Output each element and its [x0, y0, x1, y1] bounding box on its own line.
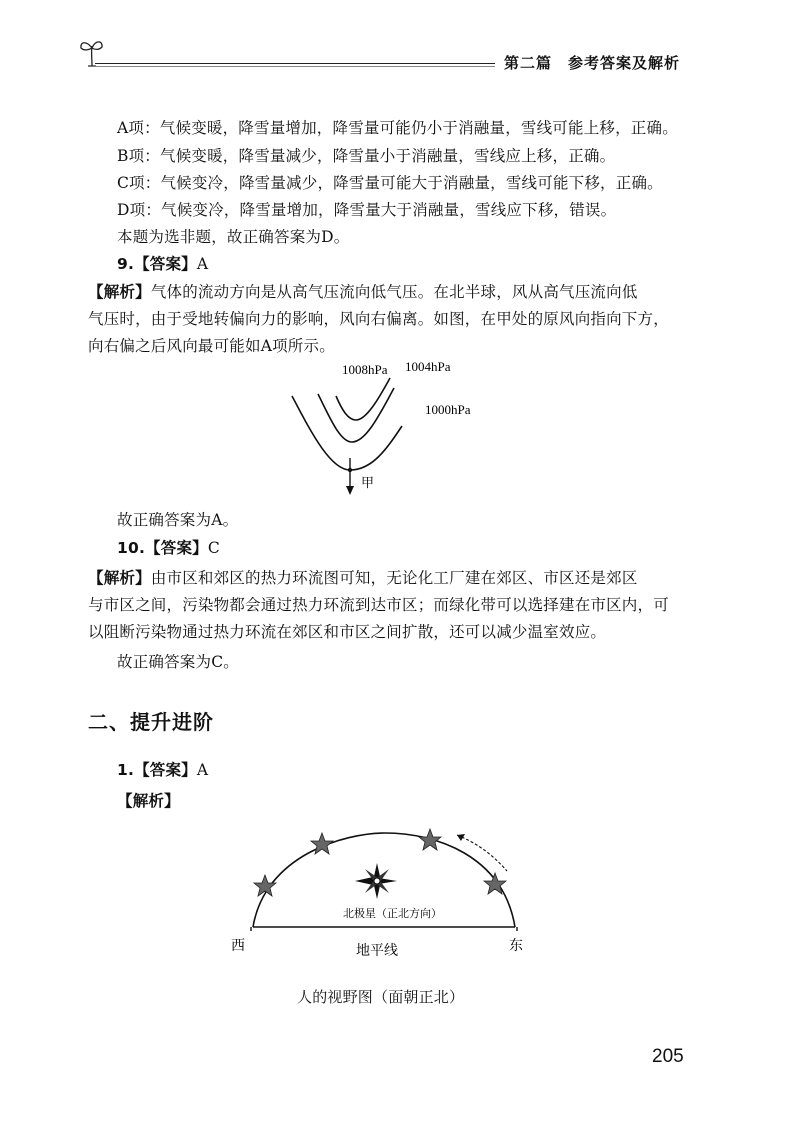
conclusion-text: 本题为选非题，故正确答案为D。 [117, 228, 350, 246]
label-1008: 1008hPa [342, 362, 388, 377]
q10-analysis-line-1 [88, 566, 638, 588]
isobar-figure [280, 358, 510, 498]
q9-analysis-line-1 [88, 280, 638, 302]
sky-view-figure [225, 815, 535, 965]
q10-answer-value: C [207, 539, 220, 557]
q10-analysis-line-3: 以阻断污染物通过热力环流在郊区和市区之间扩散，还可以减少温室效应。 [88, 623, 607, 641]
q9-analysis-line-3: 向右偏之后风向最可能如A项所示。 [88, 337, 335, 355]
isobar-1008-curve [336, 378, 390, 420]
s2q1-answer-value: A [196, 761, 209, 779]
q9-conclusion: 故正确答案为A。 [117, 511, 239, 529]
option-d-text: D项：气候变冷，降雪量增加，降雪量大于消融量，雪线应下移，错误。 [117, 201, 617, 219]
isobar-1000-curve [292, 396, 402, 470]
option-a-text: A项：气候变暖，降雪量增加，降雪量可能仍小于消融量，雪线可能上移，正确。 [117, 119, 678, 137]
q9-analysis-text-1: 气体的流动方向是从高气压流向低气压。在北半球，风从高气压流向低 [150, 283, 638, 301]
label-jia: 甲 [361, 476, 375, 491]
label-1004: 1004hPa [405, 359, 451, 374]
header-rule [95, 63, 495, 64]
page-number: 205 [652, 1046, 684, 1067]
option-b-text: B项：气候变暖，降雪量减少，降雪量小于消融量，雪线应上移，正确。 [117, 147, 616, 165]
figure-caption: 人的视野图（面朝正北） [297, 988, 465, 1006]
label-1000: 1000hPa [425, 402, 471, 417]
header-title: 第二篇 参考答案及解析 [504, 54, 681, 72]
q10-answer [117, 536, 220, 558]
isobar-1004-curve [318, 388, 394, 442]
point-jia-marker [348, 468, 352, 472]
star-icon-upper-right [419, 829, 441, 850]
q10-conclusion: 故正确答案为C。 [117, 653, 239, 671]
q10-analysis-line-2: 与市区之间，污染物都会通过热力环流到达市区；而绿化带可以选择建在市区内，可 [88, 596, 669, 614]
wind-arrow-head [346, 486, 354, 495]
q9-answer-label: 9.【答案】 [117, 255, 197, 273]
q10-answer-label: 10.【答案】 [117, 539, 208, 557]
s2q1-answer [117, 758, 208, 780]
header-rule-secondary [95, 66, 495, 67]
q10-analysis-text-1: 由市区和郊区的热力环流图可知，无论化工厂建在郊区、市区还是郊区 [150, 569, 638, 587]
q9-answer-value: A [196, 255, 209, 273]
sky-view-diagram [225, 815, 535, 965]
option-c-text: C项：气候变冷，降雪量减少，降雪量可能大于消融量，雪线可能下移，正确。 [117, 174, 663, 192]
horizon-label: 地平线 [356, 943, 398, 959]
q9-analysis-line-2: 气压时，由于受地转偏向力的影响，风向右偏离。如图，在甲处的原风向指向下方， [88, 310, 669, 328]
isobar-diagram [280, 358, 510, 498]
polaris-star-icon [355, 863, 397, 899]
q9-answer [117, 252, 208, 274]
polaris-label: 北极星（正北方向） [343, 907, 442, 920]
section-heading: 二、提升进阶 [88, 710, 214, 734]
west-label: 西 [231, 938, 245, 954]
s2q1-analysis-label: 【解析】 [117, 792, 180, 810]
q10-analysis-label: 【解析】 [88, 569, 151, 587]
s2q1-answer-label: 1.【答案】 [117, 761, 197, 779]
q9-analysis-label: 【解析】 [88, 283, 151, 301]
east-label: 东 [509, 938, 523, 954]
